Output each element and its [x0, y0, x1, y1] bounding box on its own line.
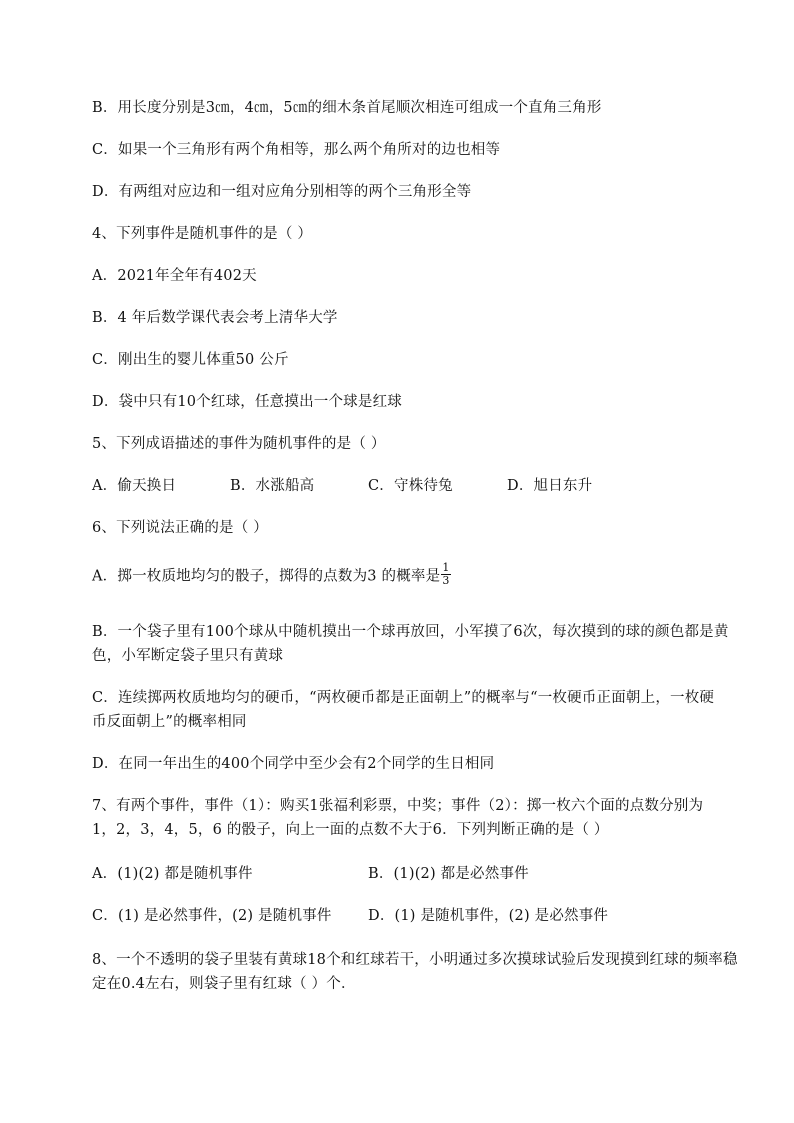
fraction-one-third	[441, 562, 450, 587]
q4-option-b: B．4 年后数学课代表会考上清华大学	[92, 310, 338, 326]
q5-stem: 5、下列成语描述的事件为随机事件的是（ ）	[92, 436, 386, 452]
q3-option-c: C．如果一个三角形有两个角相等，那么两个角所对的边也相等	[92, 142, 501, 158]
q6-option-a-text: A．掷一枚质地均匀的骰子，掷得的点数为3 的概率是	[92, 568, 441, 585]
q6-option-d: D．在同一年出生的400个同学中至少会有2个同学的生日相同	[92, 756, 495, 772]
q4-option-c: C．刚出生的婴儿体重50 公斤	[92, 352, 289, 368]
q3-option-d: D．有两组对应边和一组对应角分别相等的两个三角形全等	[92, 184, 472, 200]
fraction-denominator: 3	[442, 574, 450, 587]
q6-option-c-line2: 币反面朝上”的概率相同	[92, 714, 247, 730]
q4-option-a: A．2021年全年有402天	[92, 268, 257, 284]
q7-stem-line1: 7、有两个事件，事件（1）：购买1张福利彩票，中奖；事件（2）：掷一枚六个面的点数分别为	[92, 798, 704, 814]
q5-option-a: A．偷天换日	[92, 478, 177, 494]
q7-option-c: C．(1) 是必然事件，(2) 是随机事件	[92, 908, 332, 924]
q8-stem-line2: 定在0.4左右，则袋子里有红球（ ）个．	[92, 976, 356, 992]
q4-stem: 4、下列事件是随机事件的是（ ）	[92, 226, 313, 242]
q7-option-a: A．(1)(2) 都是随机事件	[92, 866, 253, 882]
q7-option-b: B．(1)(2) 都是必然事件	[368, 866, 529, 882]
q6-option-b-line2: 色，小军断定袋子里只有黄球	[92, 648, 284, 664]
q5-option-c: C．守株待兔	[368, 478, 453, 494]
fraction-numerator: 1	[442, 561, 450, 574]
q8-stem-line1: 8、一个不透明的袋子里装有黄球18个和红球若干，小明通过多次摸球试验后发现摸到红球的频率稳	[92, 952, 738, 968]
q6-option-b-line1: B．一个袋子里有100个球从中随机摸出一个球再放回，小军摸了6次，每次摸到的球的颜色都是黄	[92, 624, 729, 640]
q3-option-b: B．用长度分别是3㎝，4㎝，5㎝的细木条首尾顺次相连可组成一个直角三角形	[92, 100, 602, 116]
q6-option-c-line1: C．连续掷两枚质地均匀的硬币，“两枚硬币都是正面朝上”的概率与“一枚硬币正面朝上，一枚硬	[92, 690, 715, 706]
q6-option-a	[92, 561, 451, 589]
q7-stem-line2: 1，2，3，4，5，6 的骰子，向上一面的点数不大于6．下列判断正确的是（ ）	[92, 822, 609, 838]
q5-option-d: D．旭日东升	[507, 478, 593, 494]
q7-option-d: D．(1) 是随机事件，(2) 是必然事件	[368, 908, 609, 924]
q5-option-b: B．水涨船高	[230, 478, 315, 494]
q4-option-d: D．袋中只有10个红球，任意摸出一个球是红球	[92, 394, 402, 410]
q6-stem: 6、下列说法正确的是（ ）	[92, 520, 268, 536]
